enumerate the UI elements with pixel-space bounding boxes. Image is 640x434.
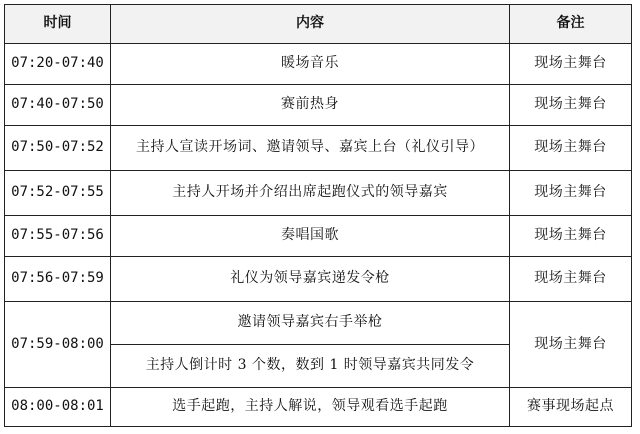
cell-time: 07:59-08:00 (5, 302, 111, 388)
cell-time: 07:20-07:40 (5, 44, 111, 85)
table-row (5, 216, 632, 257)
cell-time: 07:40-07:50 (5, 85, 111, 126)
cell-note: 现场主舞台 (510, 85, 632, 126)
table-row (5, 302, 632, 345)
cell-time: 07:50-07:52 (5, 126, 111, 171)
cell-content: 主持人开场并介绍出席起跑仪式的领导嘉宾 (111, 171, 510, 216)
cell-content: 选手起跑，主持人解说，领导观看选手起跑 (111, 388, 510, 427)
cell-time: 08:00-08:01 (5, 388, 111, 427)
cell-content: 赛前热身 (111, 85, 510, 126)
cell-note: 赛事现场起点 (510, 388, 632, 427)
table-header-row (5, 5, 632, 44)
cell-time: 07:56-07:59 (5, 257, 111, 302)
table-row (5, 388, 632, 427)
cell-note: 现场主舞台 (510, 257, 632, 302)
table-row (5, 126, 632, 171)
cell-content: 暖场音乐 (111, 44, 510, 85)
cell-note: 现场主舞台 (510, 171, 632, 216)
header-time: 时间 (5, 5, 111, 44)
table-row (5, 44, 632, 85)
cell-content: 主持人倒计时 3 个数，数到 1 时领导嘉宾共同发令 (111, 345, 510, 388)
cell-content: 礼仪为领导嘉宾递发令枪 (111, 257, 510, 302)
table-row (5, 171, 632, 216)
cell-content: 邀请领导嘉宾右手举枪 (111, 302, 510, 345)
cell-time: 07:55-07:56 (5, 216, 111, 257)
table-row (5, 85, 632, 126)
cell-time: 07:52-07:55 (5, 171, 111, 216)
table-row (5, 257, 632, 302)
header-note: 备注 (510, 5, 632, 44)
cell-note: 现场主舞台 (510, 216, 632, 257)
schedule-table (4, 4, 632, 427)
cell-content: 奏唱国歌 (111, 216, 510, 257)
cell-content: 主持人宣读开场词、邀请领导、嘉宾上台（礼仪引导） (111, 126, 510, 171)
cell-note: 现场主舞台 (510, 126, 632, 171)
header-content: 内容 (111, 5, 510, 44)
cell-note: 现场主舞台 (510, 302, 632, 388)
cell-note: 现场主舞台 (510, 44, 632, 85)
